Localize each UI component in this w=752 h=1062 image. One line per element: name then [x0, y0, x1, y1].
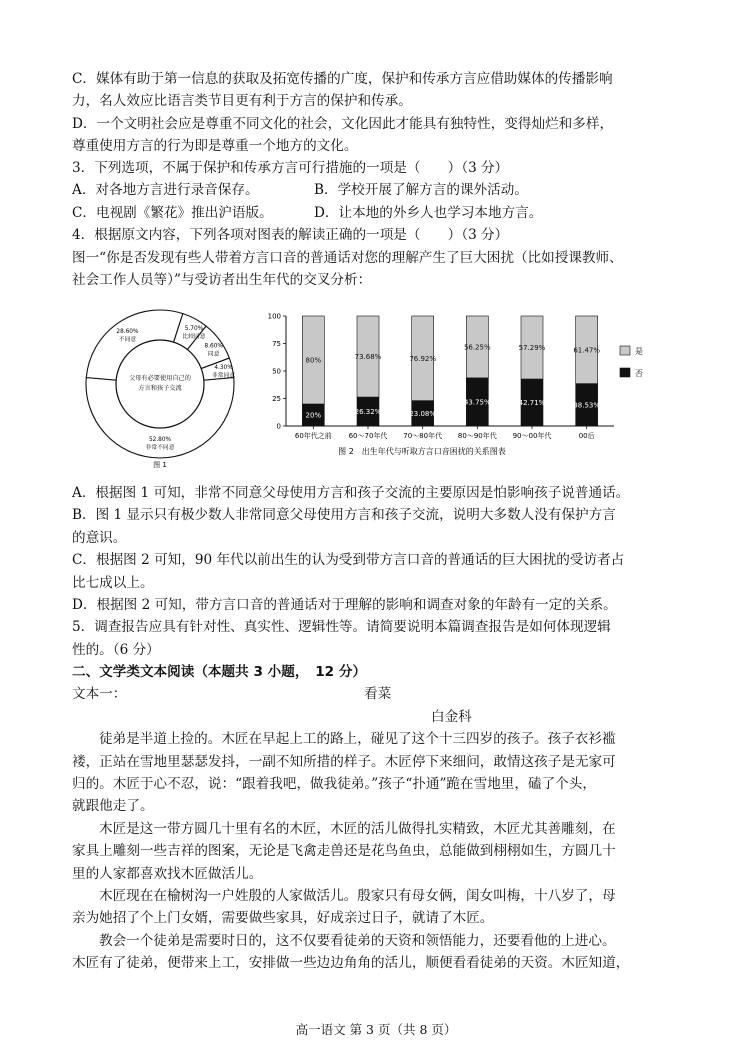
donut-category-label: 非常同意 [211, 372, 236, 379]
q3-row1 [72, 179, 680, 201]
text-one-label: 文本一： [72, 686, 127, 703]
question-3 [72, 157, 680, 291]
story-title: 看菜 [364, 686, 392, 703]
figures-area [72, 306, 684, 476]
text-one-header [72, 683, 680, 705]
q3-stem: 3．下列选项，不属于保护和传承方言可行措施的一项是（ ）（3 分） [72, 160, 509, 176]
bar-data-label: 76.92% [409, 354, 437, 363]
q5-line1: 5．调查报告应具有针对性、真实性、逻辑性等。请简要说明本篇调查报告是如何体现逻辑 [72, 619, 611, 636]
bar-data-label: 80% [305, 356, 322, 365]
story-line: 木匠是这一带方圆几十里有名的木匠，木匠的活儿做得扎实精致，木匠尤其善雕刻，在 [99, 820, 616, 837]
q4-option-c-line2: 比七成以上。 [72, 574, 154, 591]
donut-value-label: 4.30% [214, 364, 233, 371]
donut-category-label: 同意 [207, 351, 220, 358]
story-paragraph-3 [72, 885, 680, 930]
section-2 [72, 661, 680, 975]
q4-intro-line2: 社会工作人员等）”与受访者出生年代的交叉分析： [72, 272, 372, 289]
q4-options [72, 482, 680, 661]
donut-category-label: 比较同意 [182, 334, 206, 341]
q5-line2: 性的。（6 分） [72, 641, 160, 658]
bar-data-label: 42.71% [518, 399, 546, 408]
y-tick-label: 25 [272, 395, 281, 403]
bar-data-label: 61.47% [573, 346, 601, 355]
story-line: 亲为她招了个上门女婿，需要做些家具，好成亲过日子，就请了木匠。 [72, 910, 494, 927]
y-tick-label: 75 [272, 340, 281, 348]
q2-options-tail [72, 68, 680, 158]
donut-category-label: 非常不同意 [145, 445, 175, 451]
story-paragraph-1 [72, 728, 680, 818]
story-paragraph-4 [72, 930, 680, 975]
story-line: 教会一个徒弟是需要时日的，这不仅要看徒弟的天资和领悟能力，还要看他的上进心。 [99, 932, 616, 949]
y-tick-label: 100 [267, 312, 281, 321]
legend-label: 否 [635, 369, 643, 378]
donut-category-label: 不同意 [118, 336, 137, 343]
x-category-label: 70～80年代 [403, 432, 443, 440]
q3-option-b: B．学校开展了解方言的课外活动。 [314, 182, 528, 199]
bar-data-label: 73.68% [354, 353, 382, 362]
story-line: 就跟他走了。 [72, 798, 154, 815]
story-line: 家具上雕刻一些吉祥的图案，无论是飞禽走兽还是花鸟鱼虫，总能做到栩栩如生，方圆几十 [72, 843, 616, 860]
donut-center-line2: 方言和孩子交流 [138, 385, 182, 392]
x-category-label: 60～70年代 [348, 432, 388, 440]
bar-data-label: 57.29% [518, 344, 546, 353]
x-category-label: 90～00年代 [512, 432, 552, 440]
q4-option-b-line1: B．图 1 显示只有极少数人非常同意父母使用方言和孩子交流，说明大多数人没有保护方言 [72, 507, 616, 524]
story-line: 褛，正站在雪地里瑟瑟发抖，一副不知所措的样子。木匠停下来细问，敢情这孩子是无家可 [72, 753, 616, 770]
q2-option-d-line1: D．一个文明社会应是尊重不同文化的社会，文化因此才能具有独特性，变得灿烂和多样， [72, 115, 614, 132]
q3-option-c: C．电视剧《繁花》推出沪语版。 [72, 204, 273, 221]
bar-data-label: 23.08% [409, 409, 437, 418]
bar-data-label: 26.32% [354, 408, 382, 417]
q3-option-a: A．对各地方言进行录音保存。 [72, 182, 259, 199]
figure-1-donut-chart [72, 306, 252, 476]
donut-value-label: 8.60% [204, 343, 223, 350]
q3-row2 [72, 202, 680, 224]
page-footer: 高一语文 第 3 页（共 8 页） [295, 1022, 457, 1037]
legend-swatch [620, 368, 630, 377]
x-category-label: 80～90年代 [457, 432, 497, 440]
bar-data-label: 43.75% [463, 398, 491, 407]
x-category-label: 00后 [578, 432, 595, 440]
figure-2-title: 图 2 出生年代与听取方言口音困扰的关系图表 [338, 447, 506, 456]
q2-option-c-line1: C．媒体有助于第一信息的获取及拓宽传播的广度，保护和传承方言应借助媒体的传播影响 [72, 71, 613, 87]
story-line: 里的人家都喜欢找木匠做活儿。 [72, 865, 263, 882]
q4-intro-line1: 图一“你是否发现有些人带着方言口音的普通话对您的理解产生了巨大困扰（比如授课教师、 [72, 249, 623, 266]
q4-option-d: D．根据图 2 可知，带方言口音的普通话对于理解的影响和调查对象的年龄有一定的关系。 [72, 597, 617, 614]
legend-label: 是 [635, 347, 643, 356]
q2-option-c-line2: 力，名人效应比语言类节目更有利于方言的保护和传承。 [72, 93, 412, 110]
x-category-label: 60年代之前 [294, 432, 332, 440]
bar-data-label: 38.53% [573, 401, 601, 410]
bar-data-label: 20% [305, 411, 322, 420]
figure-2-stacked-bar-chart [254, 306, 684, 476]
story-author: 白金科 [431, 708, 472, 725]
y-tick-label: 0 [276, 422, 281, 431]
story-line: 木匠有了徒弟，便带来上工，安排做一些边边角角的活儿，顺便看看徒弟的天资。木匠知道， [72, 955, 630, 972]
q4-stem: 4．根据原文内容，下列各项对图表的解读正确的一项是（ ）（3 分） [72, 227, 509, 244]
story-paragraph-2 [72, 818, 680, 885]
story-line: 徒弟是半道上捡的。木匠在早起上工的路上，碰见了这个十三四岁的孩子。孩子衣衫褴 [99, 731, 616, 748]
q3-option-d: D．让本地的外乡人也学习本地方言。 [314, 204, 543, 221]
donut-value-label: 28.60% [116, 328, 139, 335]
donut-value-label: 52.80% [148, 437, 172, 443]
story-line: 归的。木匠于心不忍，说：“跟着我吧，做我徒弟。”孩子“扑通”跪在雪地里，磕了个头， [72, 776, 596, 793]
q2-option-d-line2: 尊重使用方言的行为即是尊重一个地方的文化。 [72, 138, 358, 155]
figure-1-caption: 图 1 [153, 461, 167, 469]
section-2-heading: 二、文学类文本阅读（本题共 3 小题， 12 分） [72, 664, 367, 680]
q4-option-c-line1: C．根据图 2 可知，90 年代以前出生的认为受到带方言口音的普通话的巨大困扰的受访者占 [72, 552, 625, 569]
bar-data-label: 56.25% [463, 343, 491, 352]
donut-value-label: 5.70% [184, 326, 204, 333]
donut-center-line1: 父母有必要使用自己的 [129, 375, 191, 382]
donut-hole [116, 340, 204, 428]
story-line: 木匠现在在榆树沟一户姓殷的人家做活儿。殷家只有母女俩，闺女叫梅，十八岁了，母 [99, 888, 616, 905]
q4-option-b-line2: 的意识。 [72, 529, 127, 546]
y-tick-label: 50 [272, 367, 281, 376]
q4-option-a: A．根据图 1 可知，非常不同意父母使用方言和孩子交流的主要原因是怕影响孩子说普通话。 [72, 485, 630, 501]
legend-swatch [620, 346, 630, 355]
